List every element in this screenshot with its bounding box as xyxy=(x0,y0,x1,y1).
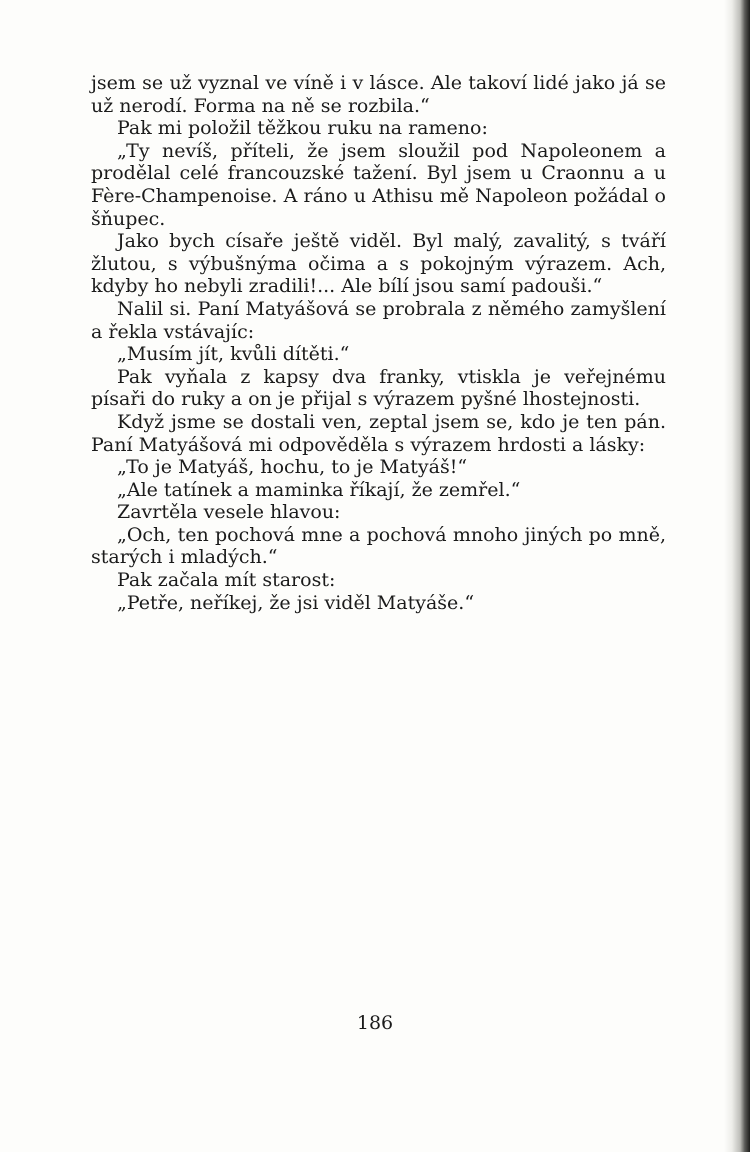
paragraph: Pak mi položil těžkou ruku na rameno: xyxy=(117,117,488,140)
paragraph: „Ty nevíš, příteli, že jsem sloužil pod Napoleonem a prodělal celé francouzské tažení. Byl jsem u Craonnu a u Fère-Champenoise. A ráno u Athisu mě Napoleon požádal o šňupec. xyxy=(91,139,666,230)
paragraph: „To je Matyáš, hochu, to je Matyáš!“ xyxy=(117,456,468,479)
paragraph: „Ale tatínek a maminka říkají, že zemřel.“ xyxy=(117,478,521,501)
body-text xyxy=(91,72,666,614)
paragraph: Pak začala mít starost: xyxy=(117,569,336,592)
paragraph: Zavrtěla vesele hlavou: xyxy=(117,501,341,524)
paragraph: „Och, ten pochová mne a pochová mnoho jiných po mně, starých i mladých.“ xyxy=(91,523,666,569)
paragraph: Nalil si. Paní Matyášová se probrala z němého zamyšlení a řekla vstávajíc: xyxy=(91,297,666,343)
paragraph: jsem se už vyznal ve víně i v lásce. Ale takoví lidé jako já se už nerodí. Forma na ně se rozbila.“ xyxy=(91,72,666,117)
paragraph: „Musím jít, kvůli dítěti.“ xyxy=(117,343,350,366)
paragraph: Když jsme se dostali ven, zeptal jsem se, kdo je ten pán. Paní Matyášová mi odpověděla s výrazem hrdosti a lásky: xyxy=(91,410,666,456)
paragraph: Jako bych císaře ještě viděl. Byl malý, zavalitý, s tváří žlutou, s výbušnýma očima a s pokojným výrazem. Ach, kdyby ho nebyli zradili!... Ale bílí jsou samí padouši.“ xyxy=(91,230,666,298)
paragraph: „Petře, neříkej, že jsi viděl Matyáše.“ xyxy=(117,591,475,614)
book-spine-shadow xyxy=(724,0,750,1152)
paragraph: Pak vyňala z kapsy dva franky, vtiskla je veřejnému písaři do ruky a on je přijal s výrazem pyšné lhostejnosti. xyxy=(91,365,666,411)
page-number: 186 xyxy=(356,1012,394,1034)
